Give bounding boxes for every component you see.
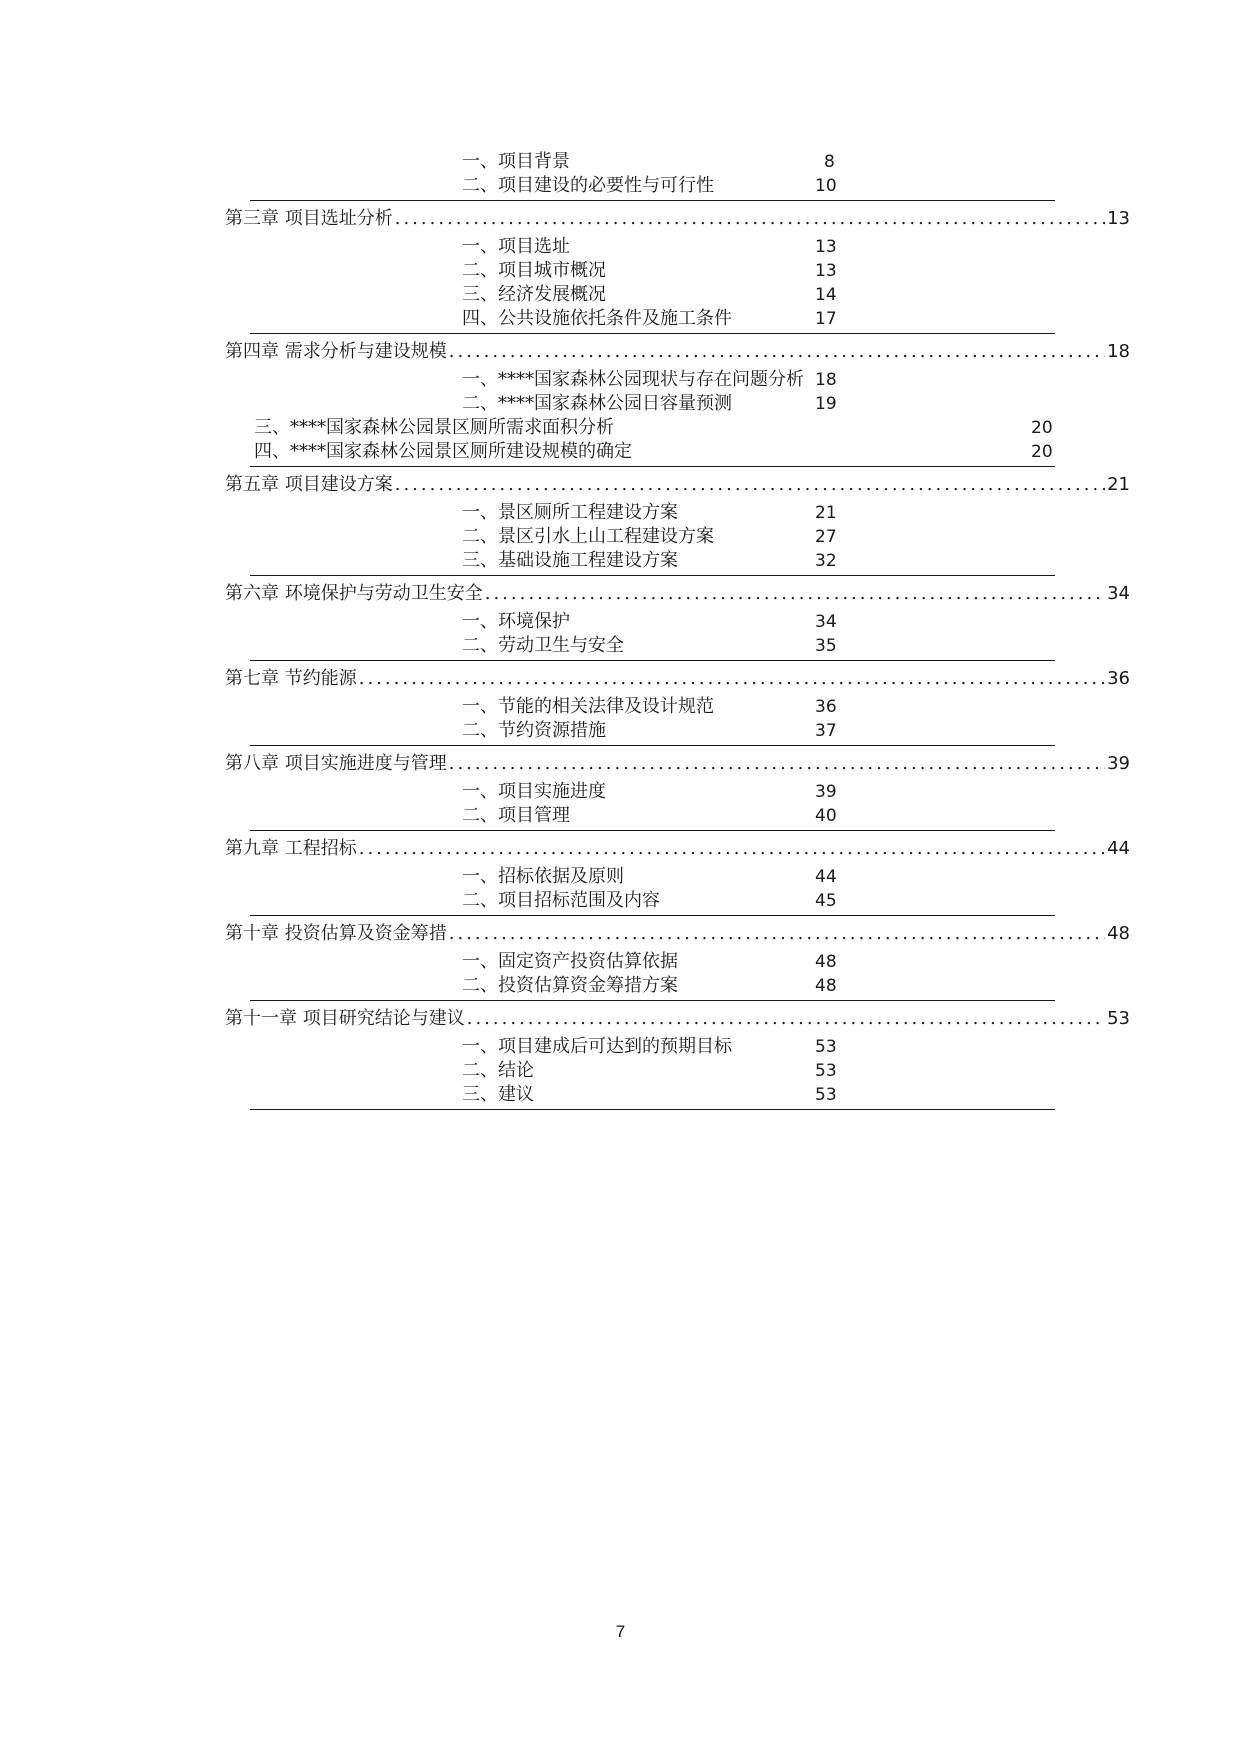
- toc-section-page: 20: [1031, 442, 1053, 462]
- toc-section-entry[interactable]: [254, 416, 1054, 440]
- toc-section-entry[interactable]: [462, 865, 862, 889]
- toc-section-entry[interactable]: [462, 150, 862, 174]
- dot-leader: [449, 340, 1105, 364]
- section-divider: [250, 915, 1055, 916]
- toc-section-entry[interactable]: [462, 1083, 862, 1107]
- section-divider: [250, 575, 1055, 576]
- toc-section-label: 一、环境保护: [462, 611, 570, 632]
- toc-section-page: 45: [815, 891, 837, 911]
- toc-section-label: 三、建议: [462, 1084, 534, 1105]
- toc-section-page: 21: [815, 503, 837, 523]
- toc-section-entry[interactable]: [462, 307, 862, 331]
- section-divider: [250, 466, 1055, 467]
- toc-section-label: 一、****国家森林公园现状与存在问题分析: [462, 369, 804, 390]
- toc-section-label: 一、项目建成后可达到的预期目标: [462, 1036, 732, 1057]
- toc-section-page: 39: [815, 782, 837, 802]
- toc-section-label: 三、经济发展概况: [462, 284, 606, 305]
- toc-section-label: 四、****国家森林公园景区厕所建设规模的确定: [254, 441, 632, 462]
- toc-section-label: 二、劳动卫生与安全: [462, 635, 624, 656]
- chapter-title: 第十一章 项目研究结论与建议: [225, 1008, 465, 1029]
- section-divider: [250, 1109, 1055, 1110]
- chapter-page: 53: [1107, 1008, 1130, 1029]
- dot-leader: [449, 922, 1105, 946]
- dot-leader: [395, 207, 1105, 231]
- toc-section-page: 19: [815, 394, 837, 414]
- toc-section-entry[interactable]: [462, 634, 862, 658]
- toc-section-page: 53: [815, 1085, 837, 1105]
- toc-section-page: 13: [815, 261, 837, 281]
- toc-section-page: 18: [815, 370, 837, 390]
- chapter-page: 18: [1107, 341, 1130, 362]
- section-divider: [250, 660, 1055, 661]
- toc-section-label: 一、项目实施进度: [462, 781, 606, 802]
- toc-section-entry[interactable]: [462, 950, 862, 974]
- toc-section-entry[interactable]: [462, 283, 862, 307]
- toc-section-page: 36: [815, 697, 837, 717]
- toc-section-entry[interactable]: [462, 501, 862, 525]
- toc-chapter-8[interactable]: [225, 752, 1130, 776]
- toc-section-entry[interactable]: [462, 392, 862, 416]
- toc-section-page: 35: [815, 636, 837, 656]
- section-divider: [250, 830, 1055, 831]
- chapter-page: 39: [1107, 753, 1130, 774]
- toc-section-entry[interactable]: [462, 780, 862, 804]
- toc-section-entry[interactable]: [462, 695, 862, 719]
- dot-leader: [449, 752, 1105, 776]
- toc-section-page: 53: [815, 1037, 837, 1057]
- toc-section-label: 一、节能的相关法律及设计规范: [462, 696, 714, 717]
- toc-chapter-9[interactable]: [225, 837, 1130, 861]
- chapter-page: 44: [1107, 838, 1130, 859]
- toc-section-entry[interactable]: [462, 1035, 862, 1059]
- chapter-title: 第九章 工程招标: [225, 838, 357, 859]
- section-divider: [250, 1000, 1055, 1001]
- toc-section-page: 17: [815, 309, 837, 329]
- section-divider: [250, 333, 1055, 334]
- toc-section-label: 二、项目建设的必要性与可行性: [462, 175, 714, 196]
- toc-section-page: 14: [815, 285, 837, 305]
- toc-section-page: 40: [815, 806, 837, 826]
- toc-section-label: 一、项目选址: [462, 236, 570, 257]
- toc-section-entry[interactable]: [462, 804, 862, 828]
- toc-section-label: 一、固定资产投资估算依据: [462, 951, 678, 972]
- chapter-page: 13: [1107, 208, 1130, 229]
- toc-section-page: 37: [815, 721, 837, 741]
- toc-section-page: 20: [1031, 418, 1053, 438]
- toc-section-label: 二、项目招标范围及内容: [462, 890, 660, 911]
- section-divider: [250, 745, 1055, 746]
- toc-section-label: 一、景区厕所工程建设方案: [462, 502, 678, 523]
- toc-section-label: 一、项目背景: [462, 151, 570, 172]
- toc-section-entry[interactable]: [462, 235, 862, 259]
- dot-leader: [359, 667, 1105, 691]
- chapter-page: 34: [1107, 583, 1130, 604]
- toc-section-entry[interactable]: [254, 440, 1054, 464]
- toc-section-label: 二、****国家森林公园日容量预测: [462, 393, 732, 414]
- toc-section-entry[interactable]: [462, 719, 862, 743]
- chapter-title: 第八章 项目实施进度与管理: [225, 753, 447, 774]
- chapter-page: 21: [1107, 474, 1130, 495]
- chapter-title: 第十章 投资估算及资金筹措: [225, 923, 447, 944]
- chapter-page: 48: [1107, 923, 1130, 944]
- toc-section-page: 8: [824, 152, 835, 172]
- toc-section-page: 10: [815, 176, 837, 196]
- toc-section-label: 二、项目城市概况: [462, 260, 606, 281]
- toc-section-entry[interactable]: [462, 889, 862, 913]
- toc-section-label: 二、结论: [462, 1060, 534, 1081]
- toc-chapter-7[interactable]: [225, 667, 1130, 691]
- dot-leader: [485, 582, 1105, 606]
- toc-section-page: 48: [815, 952, 837, 972]
- toc-section-page: 27: [815, 527, 837, 547]
- chapter-title: 第三章 项目选址分析: [225, 208, 393, 229]
- toc-section-page: 34: [815, 612, 837, 632]
- toc-section-label: 三、****国家森林公园景区厕所需求面积分析: [254, 417, 614, 438]
- toc-chapter-4[interactable]: [225, 340, 1130, 364]
- chapter-title: 第五章 项目建设方案: [225, 474, 393, 495]
- section-divider: [250, 200, 1055, 201]
- toc-section-label: 二、项目管理: [462, 805, 570, 826]
- toc-section-entry[interactable]: [462, 174, 862, 198]
- toc-section-entry[interactable]: [462, 974, 862, 998]
- toc-section-label: 一、招标依据及原则: [462, 866, 624, 887]
- page-number: 7: [615, 1622, 626, 1641]
- toc-section-label: 二、景区引水上山工程建设方案: [462, 526, 714, 547]
- toc-chapter-10[interactable]: [225, 922, 1130, 946]
- toc-section-entry[interactable]: [462, 259, 862, 283]
- chapter-title: 第六章 环境保护与劳动卫生安全: [225, 583, 483, 604]
- toc-section-page: 32: [815, 551, 837, 571]
- toc-section-page: 53: [815, 1061, 837, 1081]
- toc-section-page: 13: [815, 237, 837, 257]
- dot-leader: [395, 473, 1105, 497]
- toc-section-label: 三、基础设施工程建设方案: [462, 550, 678, 571]
- chapter-page: 36: [1107, 668, 1130, 689]
- chapter-title: 第七章 节约能源: [225, 668, 357, 689]
- toc-section-label: 二、投资估算资金筹措方案: [462, 975, 678, 996]
- dot-leader: [467, 1007, 1105, 1031]
- toc-section-page: 44: [815, 867, 837, 887]
- toc-chapter-3[interactable]: [225, 207, 1130, 231]
- toc-section-entry[interactable]: [462, 1059, 862, 1083]
- chapter-title: 第四章 需求分析与建设规模: [225, 341, 447, 362]
- toc-section-entry[interactable]: [462, 549, 862, 573]
- toc-section-label: 二、节约资源措施: [462, 720, 606, 741]
- toc-section-entry[interactable]: [462, 368, 862, 392]
- dot-leader: [359, 837, 1105, 861]
- toc-section-entry[interactable]: [462, 610, 862, 634]
- toc-section-label: 四、公共设施依托条件及施工条件: [462, 308, 732, 329]
- toc-chapter-6[interactable]: [225, 582, 1130, 606]
- toc-section-page: 48: [815, 976, 837, 996]
- toc-chapter-5[interactable]: [225, 473, 1130, 497]
- toc-chapter-11[interactable]: [225, 1007, 1130, 1031]
- toc-section-entry[interactable]: [462, 525, 862, 549]
